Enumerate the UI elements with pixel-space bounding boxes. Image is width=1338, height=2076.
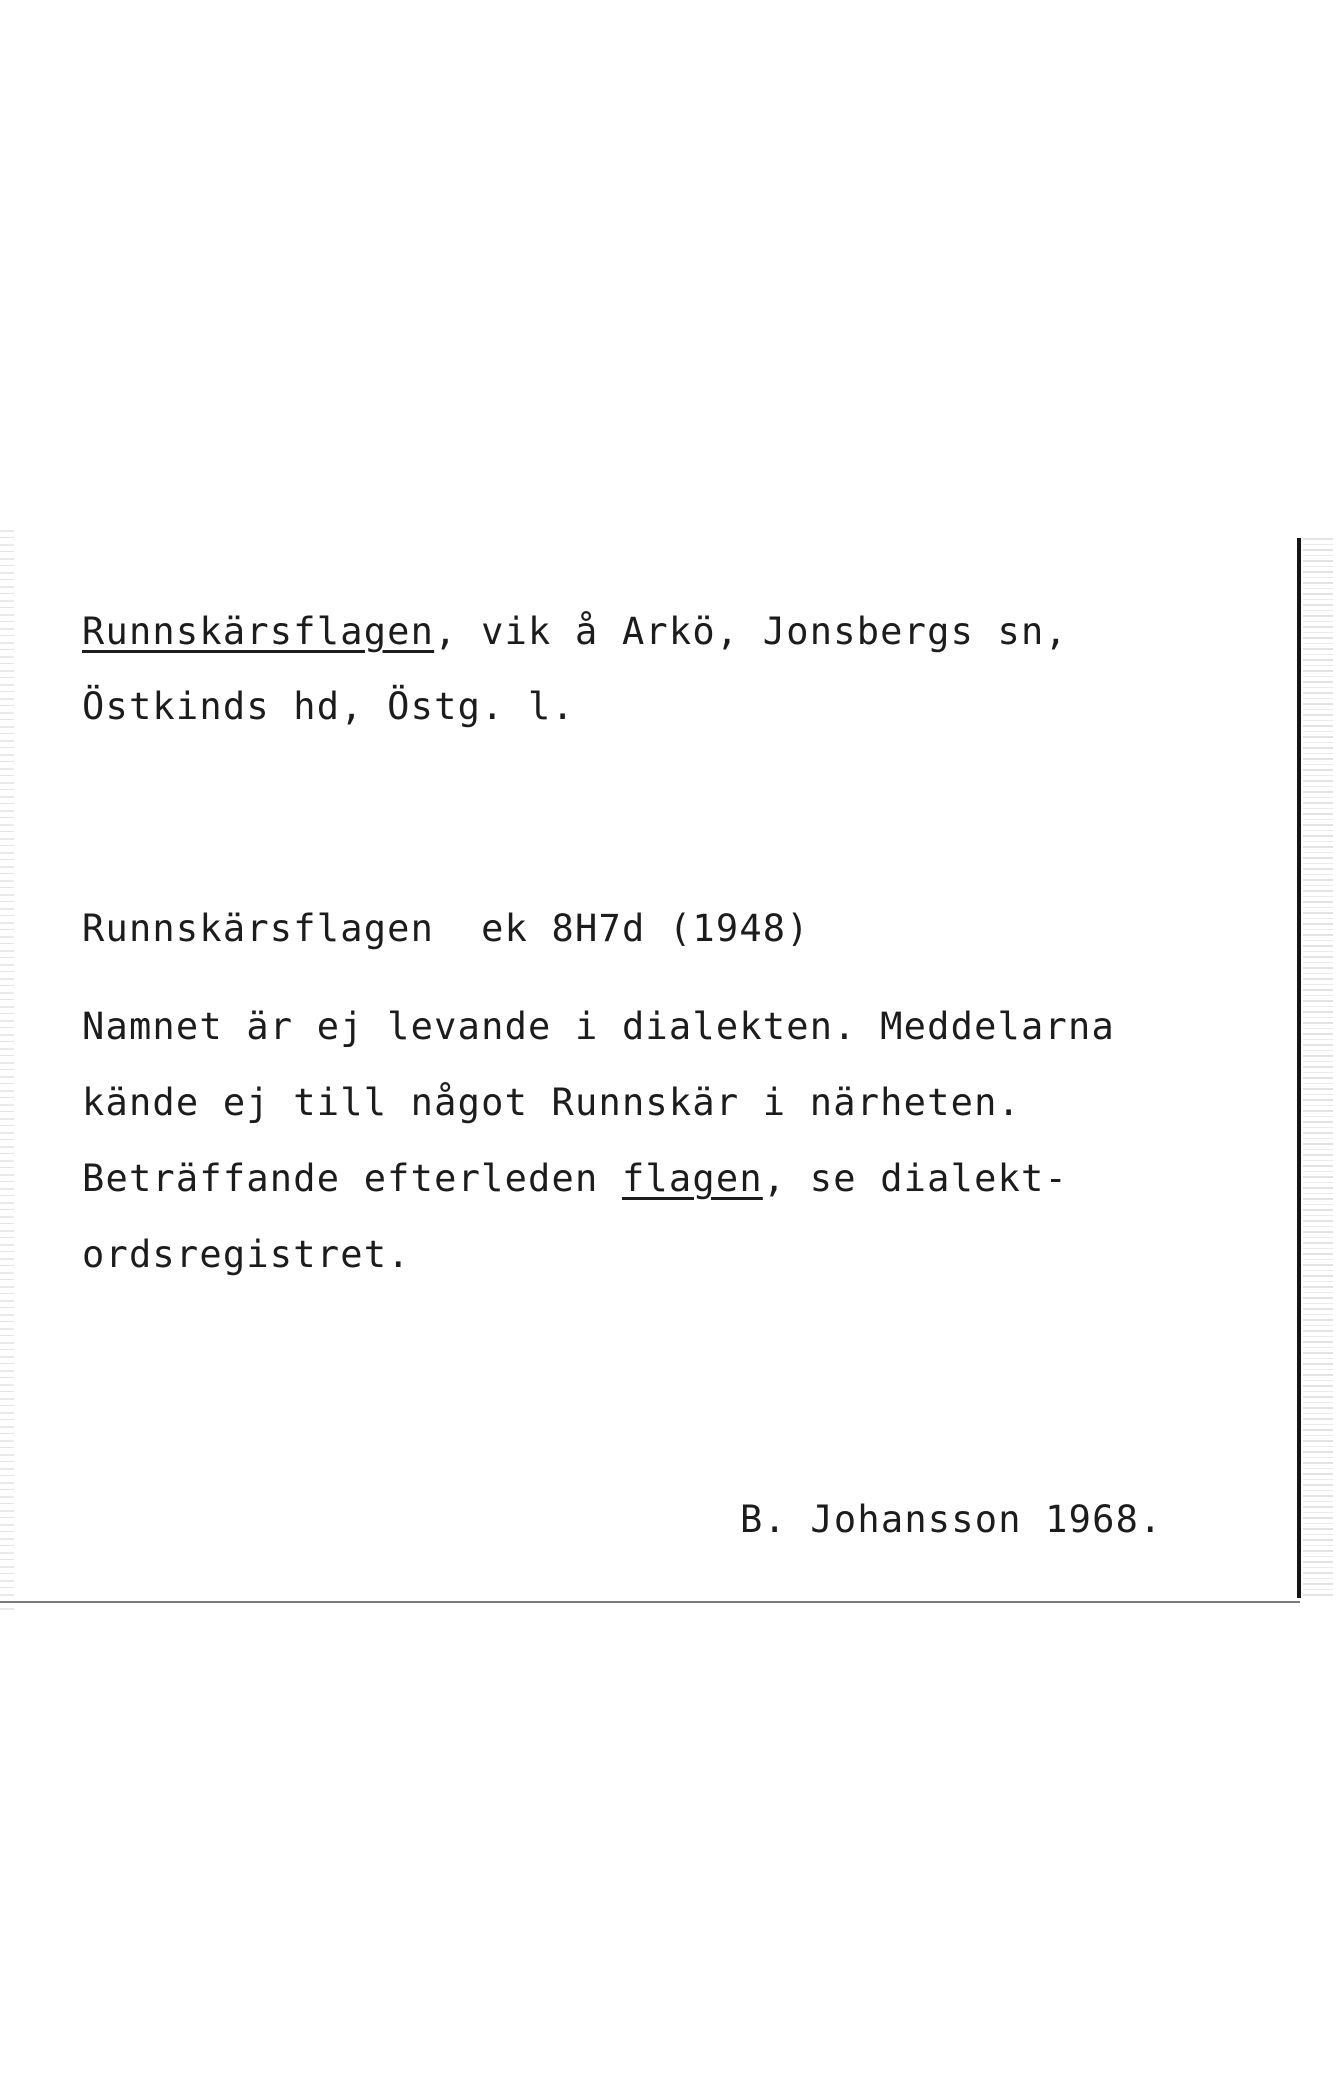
signature: B. Johansson 1968. [740,1498,1163,1541]
source-reference: Runnskärsflagen ek 8H7d (1948) [82,907,810,950]
referenced-term: flagen [621,1157,763,1200]
body-line-3 [82,1157,1068,1201]
scan-edge-left [0,530,14,1610]
scan-edge-right [1303,538,1333,1598]
place-location: , vik å Arkö, Jonsbergs sn, [434,610,1068,653]
heading-line-2: Östkinds hd, Östg. l. [82,685,575,728]
body-line-2: kände ej till något Runnskär i närheten. [82,1081,1022,1124]
body-line-4: ordsregistret. [82,1233,411,1276]
body-line-1: Namnet är ej levande i dialekten. Meddelarna [82,1005,1115,1048]
body-line-3-start: Beträffande efterleden [82,1157,622,1200]
place-name: Runnskärsflagen [82,610,435,653]
card-border-bottom [0,1601,1300,1603]
card-border-right [1297,538,1301,1598]
heading-line-1 [82,610,1068,654]
body-line-3-end: , se dialekt- [762,1157,1068,1200]
